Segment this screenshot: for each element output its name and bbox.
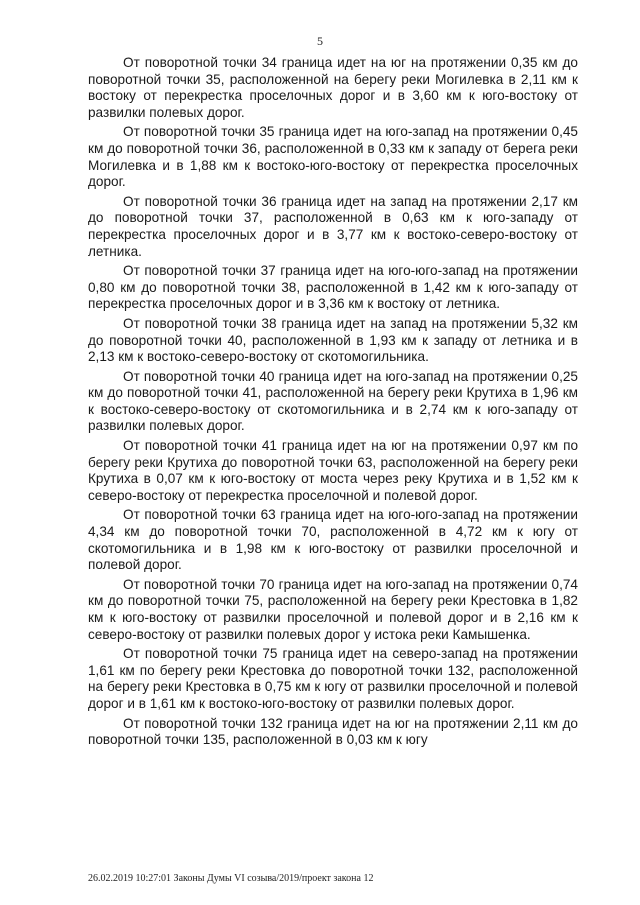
paragraph-point-34: От поворотной точки 34 граница идет на юг на протяжении 0,35 км до поворотной точки 35, расположенной на берегу реки Могилевка в 2,11 км к востоку от перекрестка проселочных дорог и в 3,60 км к юго-востоку от развилки полевых дорог. [88, 55, 578, 120]
document-footer: 26.02.2019 10:27:01 Законы Думы VI созыва/2019/проект закона 12 [88, 873, 374, 884]
paragraph-point-41: От поворотной точки 41 граница идет на юг на протяжении 0,97 км по берегу реки Крутиха до поворотной точки 63, расположенной на берегу реки Крутиха в 0,07 км к юго-востоку от моста через реку Крутиха и в 1,52 км к северо-востоку от перекрестка проселочной и полевой дорог. [88, 438, 578, 503]
paragraph-point-37: От поворотной точки 37 граница идет на юго-юго-запад на протяжении 0,80 км до поворотной точки 38, расположенной в 1,42 км к юго-западу от перекрестка проселочных дорог и в 3,36 км к востоку от летника. [88, 263, 578, 312]
paragraph-point-132: От поворотной точки 132 граница идет на юг на протяжении 2,11 км до поворотной точки 135, расположенной в 0,03 км к югу [88, 715, 578, 748]
paragraph-point-70: От поворотной точки 70 граница идет на юго-запад на протяжении 0,74 км до поворотной точки 75, расположенной на берегу реки Крестовка в 1,82 км к юго-востоку от развилки проселочной и полевой дорог и в 2,16 км к северо-востоку от развилки полевых дорог у истока реки Камышенка. [88, 576, 578, 642]
paragraph-point-63: От поворотной точки 63 граница идет на юго-юго-запад на протяжении 4,34 км до поворотной точки 70, расположенной в 4,72 км к югу от скотомогильника и в 1,98 км к юго-востоку от развилки проселочной и полевой дорог. [88, 507, 578, 573]
page-number: 5 [317, 34, 323, 48]
document-body [88, 55, 578, 752]
paragraph-point-40: От поворотной точки 40 граница идет на юго-запад на протяжении 0,25 км до поворотной точки 41, расположенной на берегу реки Крутиха в 1,96 км к востоко-северо-востоку от скотомогильника и в 2,74 км к юго-западу от развилки полевых дорог. [88, 368, 578, 434]
paragraph-point-75: От поворотной точки 75 граница идет на северо-запад на протяжении 1,61 км по берегу реки Крестовка до поворотной точки 132, расположенной на берегу реки Крестовка в 0,75 км к югу от развилки проселочной и полевой дорог и в 1,61 км к востоко-юго-востоку от развилки полевых дорог. [88, 646, 578, 711]
paragraph-point-36: От поворотной точки 36 граница идет на запад на протяжении 2,17 км до поворотной точки 37, расположенной в 0,63 км к юго-западу от перекрестка проселочных дорог и в 3,77 км к востоко-северо-востоку от летника. [88, 193, 578, 259]
paragraph-point-35: От поворотной точки 35 граница идет на юго-запад на протяжении 0,45 км до поворотной точки 36, расположенной в 0,33 км к западу от берега реки Могилевка и в 1,88 км к востоко-юго-востоку от перекрестка проселочных дорог. [88, 124, 578, 190]
paragraph-point-38: От поворотной точки 38 граница идет на запад на протяжении 5,32 км до поворотной точки 40, расположенной в 1,93 км к западу от летника и в 2,13 км к востоко-северо-востоку от скотомогильника. [88, 315, 578, 365]
